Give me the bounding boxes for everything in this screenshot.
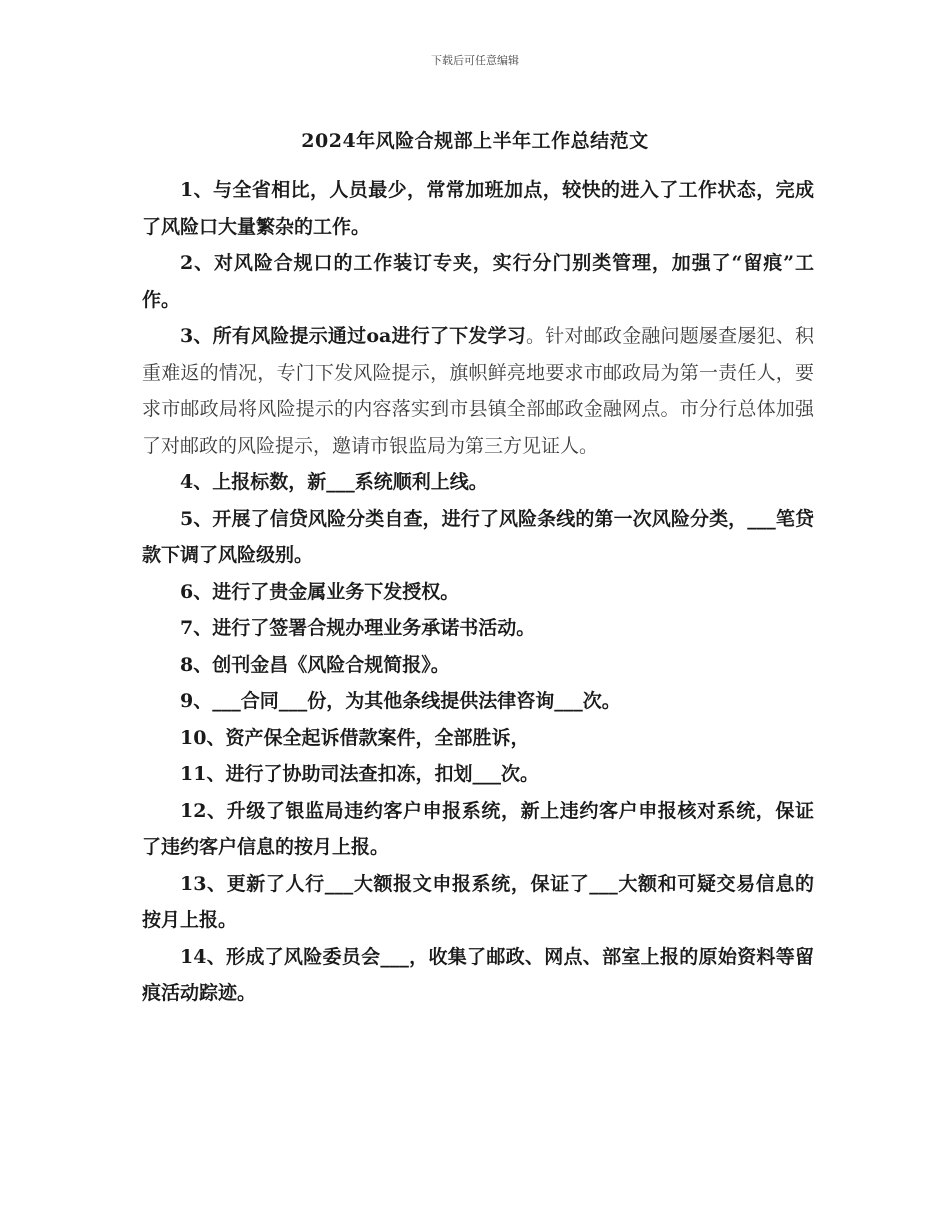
- paragraph-5: 5、开展了信贷风险分类自查，进行了风险条线的第一次风险分类，___笔贷款下调了风险级别。: [142, 507, 814, 566]
- paragraph-7: 7、进行了签署合规办理业务承诺书活动。: [180, 617, 536, 639]
- paragraph-6: 6、进行了贵金属业务下发授权。: [180, 580, 460, 603]
- paragraph-1: 1、与全省相比，人员最少，常常加班加点，较快的进入了工作状态，完成了风险口大量繁杂的工作。: [142, 179, 814, 238]
- document-body: [142, 172, 814, 1012]
- paragraph-3-lead: 3、所有风险提示通过oa进行了下发学习: [180, 325, 527, 347]
- paragraph-3: [142, 318, 814, 464]
- document-title: 2024年风险合规部上半年工作总结范文: [301, 130, 649, 152]
- paragraph-13: 13、更新了人行___大额报文申报系统，保证了___大额和可疑交易信息的按月上报。: [142, 872, 814, 931]
- paragraph-3-rest: 。针对邮政金融问题屡查屡犯、积重难返的情况，专门下发风险提示，旗帜鲜亮地要求市邮政局为第一责任人，要求市邮政局将风险提示的内容落实到市县镇全部邮政金融网点。市分行总体加强了对邮政的风险提示，邀请市银监局为第三方见证人。: [142, 325, 814, 457]
- paragraph-8: 8、创刊金昌《风险合规简报》。: [180, 653, 450, 676]
- paragraph-10: 10、资产保全起诉借款案件，全部胜诉，: [180, 726, 530, 749]
- paragraph-14: 14、形成了风险委员会___，收集了邮政、网点、部室上报的原始资料等留痕活动踪迹。: [142, 945, 814, 1004]
- paragraph-9: 9、___合同___份，为其他条线提供法律咨询___次。: [180, 690, 621, 712]
- paragraph-4: 4、上报标数，新___系统顺利上线。: [180, 471, 488, 493]
- paragraph-11: 11、进行了协助司法查扣冻，扣划___次。: [180, 763, 539, 785]
- paragraph-12: 12、升级了银监局违约客户申报系统，新上违约客户申报核对系统，保证了违约客户信息的按月上报。: [142, 799, 814, 858]
- paragraph-2: 2、对风险合规口的工作装订专夹，实行分门别类管理，加强了“留痕”工作。: [142, 252, 814, 311]
- page-header-note: 下载后可任意编辑: [431, 54, 519, 67]
